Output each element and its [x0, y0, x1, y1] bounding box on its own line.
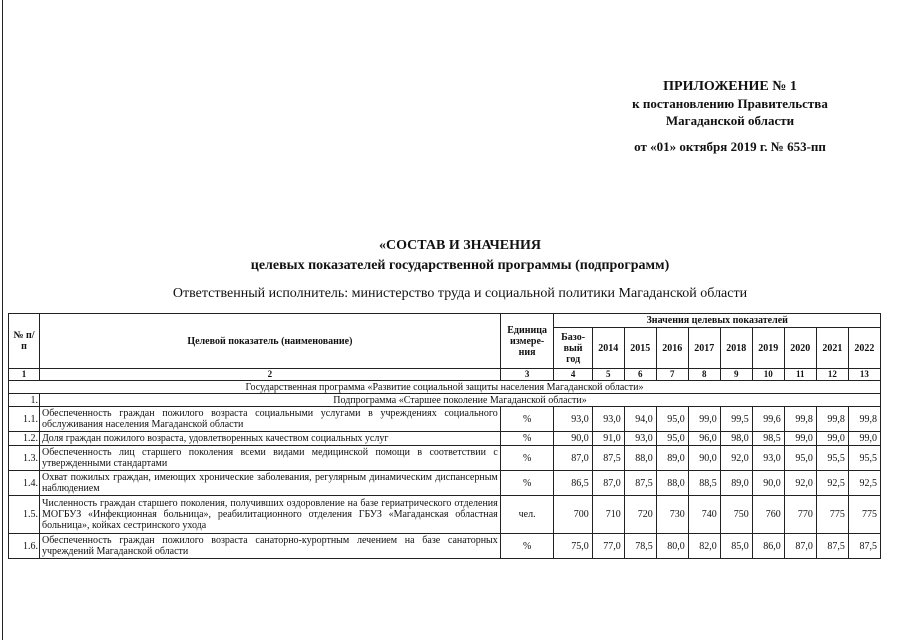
value-cell: 775 — [848, 496, 880, 534]
value-cell: 760 — [752, 496, 784, 534]
header-year: 2020 — [784, 328, 816, 369]
row-number: 1.1. — [9, 407, 40, 432]
indicator-name: Обеспеченность граждан пожилого возраста санаторно-курортным лечением на базе санаторных учреждений Магаданской области — [39, 534, 500, 559]
column-index: 5 — [592, 369, 624, 381]
value-cell: 92,5 — [848, 471, 880, 496]
header-year: 2021 — [816, 328, 848, 369]
value-cell: 78,5 — [624, 534, 656, 559]
value-cell: 75,0 — [554, 534, 592, 559]
row-number: 1.3. — [9, 446, 40, 471]
value-cell: 92,0 — [720, 446, 752, 471]
row-number: 1.5. — [9, 496, 40, 534]
value-cell: 87,0 — [554, 446, 592, 471]
column-index: 13 — [848, 369, 880, 381]
row-number: 1.6. — [9, 534, 40, 559]
program-title: Государственная программа «Развитие социальной защиты населения Магаданской области» — [9, 381, 881, 394]
header-number: № п/п — [9, 314, 40, 369]
table-row — [9, 432, 881, 446]
header-year: 2022 — [848, 328, 880, 369]
subprogram-number: 1. — [9, 394, 40, 407]
column-index: 7 — [656, 369, 688, 381]
responsible-executor: Ответственный исполнитель: министерство труда и социальной политики Магаданской области — [172, 286, 748, 301]
value-cell: 92,0 — [784, 471, 816, 496]
table-row — [9, 446, 881, 471]
table-row — [9, 534, 881, 559]
value-cell: 95,5 — [816, 446, 848, 471]
header-year: 2016 — [656, 328, 688, 369]
appendix-line-2: Магаданской области — [665, 113, 795, 128]
value-cell: 99,8 — [848, 407, 880, 432]
document-title — [80, 236, 840, 276]
column-index: 4 — [554, 369, 592, 381]
unit-cell: % — [500, 446, 554, 471]
table-row — [9, 407, 881, 432]
table-row — [9, 471, 881, 496]
value-cell: 93,0 — [624, 432, 656, 446]
value-cell: 90,0 — [554, 432, 592, 446]
appendix-decree: от «01» октября 2019 г. № 653-пп — [634, 139, 826, 154]
value-cell: 720 — [624, 496, 656, 534]
value-cell: 96,0 — [688, 432, 720, 446]
value-cell: 86,0 — [752, 534, 784, 559]
value-cell: 87,5 — [848, 534, 880, 559]
page-left-border — [2, 0, 3, 640]
value-cell: 82,0 — [688, 534, 720, 559]
column-index: 6 — [624, 369, 656, 381]
value-cell: 90,0 — [752, 471, 784, 496]
value-cell: 730 — [656, 496, 688, 534]
value-cell: 88,5 — [688, 471, 720, 496]
value-cell: 95,0 — [784, 446, 816, 471]
value-cell: 85,0 — [720, 534, 752, 559]
value-cell: 99,5 — [720, 407, 752, 432]
column-index: 12 — [816, 369, 848, 381]
value-cell: 98,0 — [720, 432, 752, 446]
value-cell: 99,8 — [784, 407, 816, 432]
subprogram-title: Подпрограмма «Старшее поколение Магаданской области» — [39, 394, 880, 407]
value-cell: 750 — [720, 496, 752, 534]
value-cell: 95,0 — [656, 432, 688, 446]
appendix-block — [560, 78, 900, 155]
value-cell: 92,5 — [816, 471, 848, 496]
column-index: 10 — [752, 369, 784, 381]
indicator-name: Охват пожилых граждан, имеющих хронические заболевания, регулярным динамическим диспансерным наблюдением — [39, 471, 500, 496]
indicator-name: Численность граждан старшего поколения, получивших оздоровление на базе гериатрического отделения МОГБУЗ «Инфекционная больница», реабилитационного отделения ГБУЗ «Магаданская областная больница», койках сестринского ухода — [39, 496, 500, 534]
program-row — [9, 381, 881, 394]
value-cell: 88,0 — [624, 446, 656, 471]
header-year: 2019 — [752, 328, 784, 369]
value-cell: 95,0 — [656, 407, 688, 432]
unit-cell: % — [500, 471, 554, 496]
value-cell: 90,0 — [688, 446, 720, 471]
value-cell: 80,0 — [656, 534, 688, 559]
indicator-name: Обеспеченность лиц старшего поколения всеми видами медицинской помощи в соответствии с утвержденными стандартами — [39, 446, 500, 471]
header-year: 2015 — [624, 328, 656, 369]
value-cell: 93,0 — [554, 407, 592, 432]
value-cell: 770 — [784, 496, 816, 534]
header-unit: Единица измере-ния — [500, 314, 554, 369]
column-index: 9 — [720, 369, 752, 381]
header-year: 2018 — [720, 328, 752, 369]
value-cell: 87,5 — [816, 534, 848, 559]
column-index: 1 — [9, 369, 40, 381]
value-cell: 88,0 — [656, 471, 688, 496]
unit-cell: % — [500, 534, 554, 559]
value-cell: 710 — [592, 496, 624, 534]
title-line-1: «СОСТАВ И ЗНАЧЕНИЯ — [378, 238, 542, 253]
indicator-name: Обеспеченность граждан пожилого возраста социальными услугами в учреждениях социального обслуживания населения Магаданской области — [39, 407, 500, 432]
indicator-name: Доля граждан пожилого возраста, удовлетворенных качеством социальных услуг — [39, 432, 500, 446]
value-cell: 86,5 — [554, 471, 592, 496]
value-cell: 93,0 — [592, 407, 624, 432]
value-cell: 775 — [816, 496, 848, 534]
column-index: 3 — [500, 369, 554, 381]
unit-cell: % — [500, 432, 554, 446]
value-cell: 91,0 — [592, 432, 624, 446]
column-index: 2 — [39, 369, 500, 381]
table-row — [9, 496, 881, 534]
unit-cell: чел. — [500, 496, 554, 534]
value-cell: 87,5 — [592, 446, 624, 471]
column-index: 11 — [784, 369, 816, 381]
value-cell: 99,0 — [848, 432, 880, 446]
value-cell: 740 — [688, 496, 720, 534]
header-indicator: Целевой показатель (наименование) — [39, 314, 500, 369]
value-cell: 99,0 — [688, 407, 720, 432]
indicators-table — [8, 313, 881, 559]
title-line-2: целевых показателей государственной программы (подпрограмм) — [250, 258, 670, 273]
header-year: 2014 — [592, 328, 624, 369]
appendix-heading: ПРИЛОЖЕНИЕ № 1 — [663, 79, 797, 94]
value-cell: 94,0 — [624, 407, 656, 432]
value-cell: 95,5 — [848, 446, 880, 471]
value-cell: 700 — [554, 496, 592, 534]
value-cell: 87,0 — [592, 471, 624, 496]
value-cell: 89,0 — [656, 446, 688, 471]
row-number: 1.2. — [9, 432, 40, 446]
value-cell: 93,0 — [752, 446, 784, 471]
column-index-row — [9, 369, 881, 381]
row-number: 1.4. — [9, 471, 40, 496]
subprogram-row — [9, 394, 881, 407]
value-cell: 99,0 — [784, 432, 816, 446]
value-cell: 99,8 — [816, 407, 848, 432]
appendix-line-1: к постановлению Правительства — [632, 96, 828, 111]
value-cell: 99,0 — [816, 432, 848, 446]
header-year: 2017 — [688, 328, 720, 369]
value-cell: 77,0 — [592, 534, 624, 559]
value-cell: 98,5 — [752, 432, 784, 446]
value-cell: 99,6 — [752, 407, 784, 432]
value-cell: 89,0 — [720, 471, 752, 496]
header-values-group: Значения целевых показателей — [554, 314, 881, 328]
value-cell: 87,5 — [624, 471, 656, 496]
header-base-year: Базо-вый год — [554, 328, 592, 369]
unit-cell: % — [500, 407, 554, 432]
value-cell: 87,0 — [784, 534, 816, 559]
column-index: 8 — [688, 369, 720, 381]
